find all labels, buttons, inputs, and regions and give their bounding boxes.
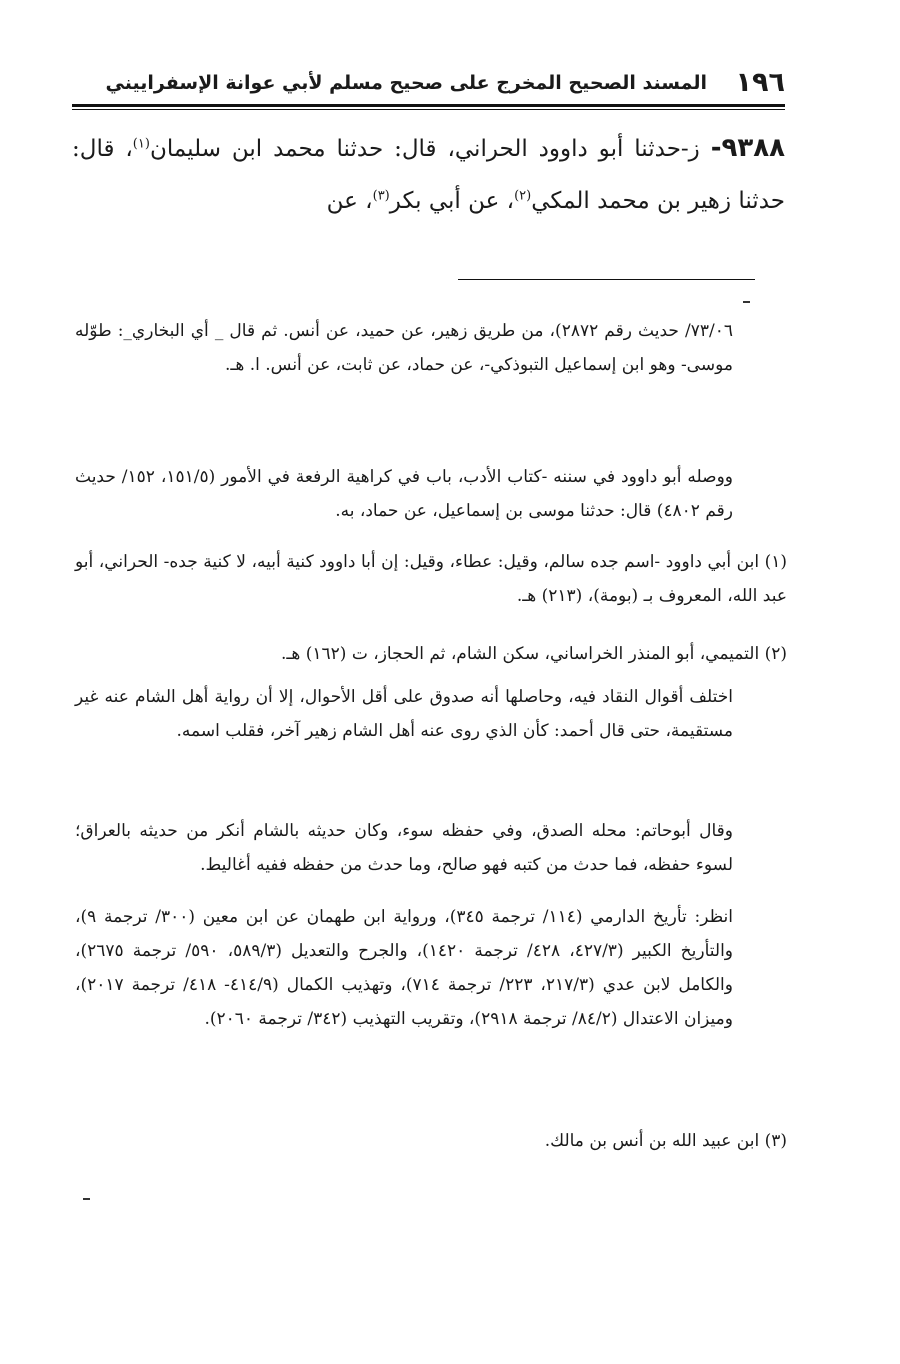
footnote-separator: [458, 279, 755, 280]
footnote-ref-1: (١): [132, 136, 150, 152]
running-title: المسند الصحيح المخرج على صحيح مسلم لأبي عوانة الإسفراييني: [105, 72, 707, 94]
isnad-text-4: ، عن: [326, 188, 373, 214]
isnad-text-1: ز-حدثنا أبو داوود الحراني، قال: حدثنا محمد ابن سليمان: [149, 136, 711, 162]
running-header: [72, 66, 785, 100]
footnote-3: (٣) ابن عبيد الله بن أنس بن مالك.: [544, 1131, 787, 1151]
isnad-text-2: ، قال: حدثنا زهير بن محمد المكي: [72, 136, 785, 214]
footnote-2-paragraph-2: وقال أبوحاتم: محله الصدق، وفي حفظه سوء، وكان حديثه بالشام أنكر من حديثه بالعراق؛ لسوء حفظه، فما حدث من كتبه فهو صالح، وما حدث من حفظه ففيه أغاليط.: [75, 821, 733, 875]
footnote-1: (١) ابن أبي داوود -اسم جده سالم، وقيل: عطاء، وقيل: إن أبا داوود كنية أبيه، لا كنية جده- الحراني، أبو عبد الله، المعروف بـ (بومة)، (٢١٣) هـ.: [75, 552, 787, 606]
footnote-ref-3: (٣): [372, 188, 390, 204]
hadith-number: ٩٣٨٨-: [710, 133, 785, 163]
page-number: ١٩٦: [735, 67, 785, 98]
footnote-continuation-2: ووصله أبو داوود في سننه -كتاب الأدب، باب في كراهية الرفعة في الأمور (١٥١/٥، ١٥٢/ حديث رقم ٤٨٠٢) قال: حدثنا موسى بن إسماعيل، عن حماد، به.: [75, 467, 733, 521]
main-text: [72, 122, 785, 227]
footnote-ref-2: (٢): [514, 188, 532, 204]
footnote-2: (٢) التميمي، أبو المنذر الخراساني، سكن الشام، ثم الحجاز، ت (١٦٢) هـ.: [281, 644, 787, 664]
footnote-continuation-1: ٧٣/٠٦/ حديث رقم ٢٨٧٢)، من طريق زهير، عن حميد، عن أنس. ثم قال _ أي البخاري_: طوّله موسى- وهو ابن إسماعيل التبوذكي-، عن حماد، عن ثابت، عن أنس. ا. هـ.: [75, 321, 733, 375]
header-rule-thick: [72, 104, 785, 107]
page-end-mark: [83, 1198, 90, 1200]
isnad-text-3: ، عن أبي بكر: [389, 188, 515, 214]
footnote-2-paragraph-1: اختلف أقوال النقاد فيه، وحاصلها أنه صدوق على أقل الأحوال، إلا أن رواية أهل الشام عنه غير مستقيمة، حتى قال أحمد: كأن الذي روى عنه أهل الشام زهير آخر، فقلب اسمه.: [75, 687, 733, 741]
footnote-2-paragraph-3: انظر: تأريخ الدارمي (١١٤/ ترجمة ٣٤٥)، ورواية ابن طهمان عن ابن معين (٣٠٠/ ترجمة ٩)، والتأريخ الكبير (٤٢٧/٣، ٤٢٨/ ترجمة ١٤٢٠)، والجرح والتعديل (٥٨٩/٣، ٥٩٠/ ترجمة ٢٦٧٥)، والكامل لابن عدي (٢١٧/٣، ٢٢٣/ ترجمة ٧١٤)، وتهذيب الكمال (٤١٤/٩- ٤١٨/ ترجمة ٢٠١٧)، وميزان الاعتدال (٨٤/٢/ ترجمة ٢٩١٨)، وتقريب التهذيب (٣٤٢/ ترجمة ٢٠٦٠).: [75, 907, 734, 1029]
continuation-mark: [743, 301, 750, 303]
header-rule-thin: [72, 109, 785, 110]
